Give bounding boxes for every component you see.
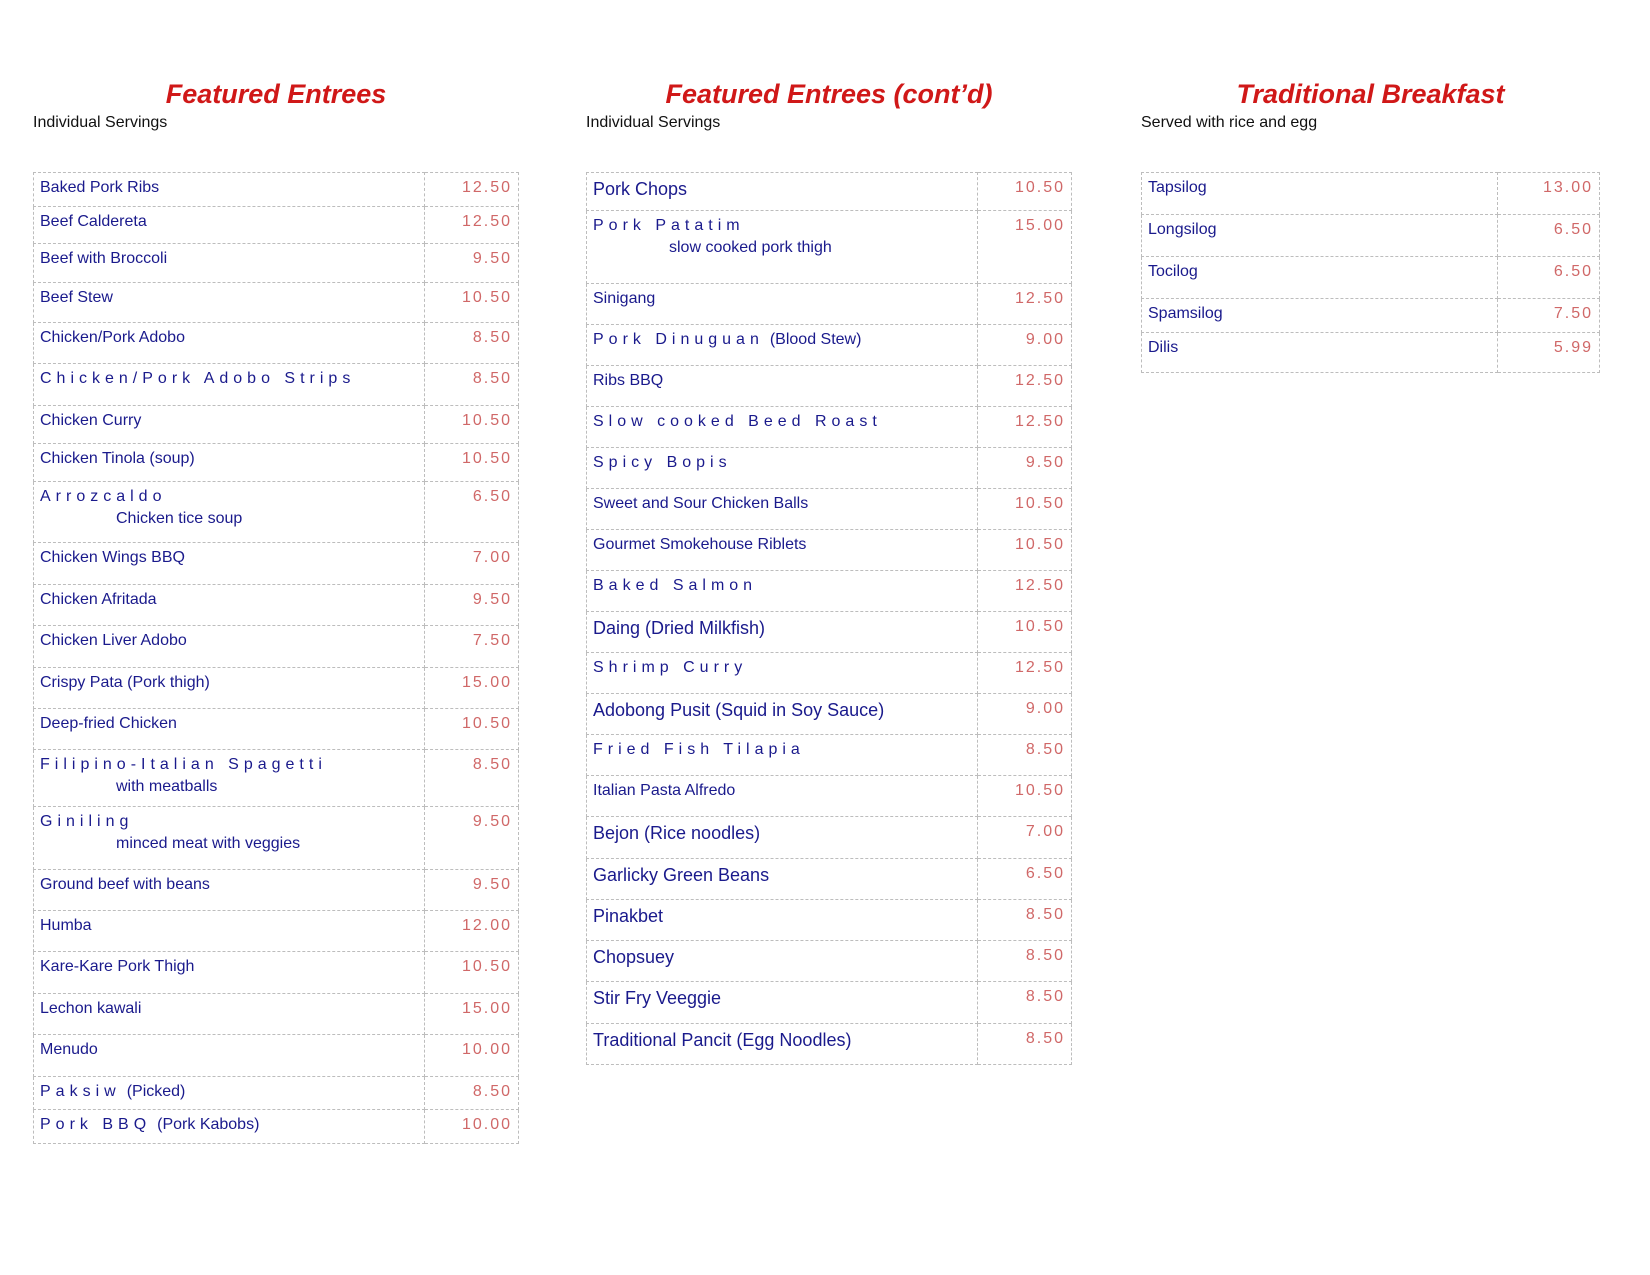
menu-item-price: 7.00 bbox=[425, 543, 519, 585]
menu-item-name: Crispy Pata (Pork thigh) bbox=[40, 674, 210, 691]
menu-item-name-cell bbox=[587, 941, 978, 982]
menu-item-price: 10.00 bbox=[425, 1035, 519, 1077]
menu-item-note: (Pork Kabobs) bbox=[157, 1116, 260, 1133]
menu-item-note: with meatballs bbox=[116, 778, 218, 795]
menu-item-name-cell bbox=[1142, 173, 1498, 215]
menu-item-row bbox=[34, 750, 519, 807]
menu-item-note: minced meat with veggies bbox=[116, 835, 301, 852]
menu-item-name: Daing (Dried Milkfish) bbox=[593, 618, 766, 638]
menu-item-price: 8.50 bbox=[978, 941, 1072, 982]
menu-item-price: 15.00 bbox=[425, 668, 519, 709]
menu-item-price: 6.50 bbox=[978, 859, 1072, 900]
menu-item-row bbox=[587, 571, 1072, 612]
menu-item-row bbox=[34, 626, 519, 668]
menu-item-name: Dilis bbox=[1148, 339, 1179, 356]
menu-item-row bbox=[1142, 333, 1600, 373]
menu-item-price: 7.00 bbox=[978, 817, 1072, 859]
menu-item-name: Spamsilog bbox=[1148, 305, 1223, 322]
menu-item-name: Deep-fried Chicken bbox=[40, 715, 177, 732]
menu-item-name: Menudo bbox=[40, 1041, 98, 1058]
menu-item-price: 9.00 bbox=[978, 325, 1072, 366]
menu-item-name: Filipino-Italian Spagetti bbox=[40, 756, 327, 773]
menu-item-name-cell bbox=[587, 982, 978, 1024]
menu-item-row bbox=[34, 668, 519, 709]
menu-item-price: 5.99 bbox=[1498, 333, 1600, 373]
menu-item-row bbox=[1142, 257, 1600, 299]
menu-item-name-cell bbox=[34, 750, 425, 807]
menu-item-row bbox=[587, 407, 1072, 448]
menu-item-name: Pork BBQ bbox=[40, 1116, 152, 1133]
menu-item-row bbox=[34, 283, 519, 323]
menu-item-row bbox=[1142, 215, 1600, 257]
menu-item-row bbox=[34, 1110, 519, 1144]
menu-table bbox=[586, 172, 1072, 1065]
menu-item-row bbox=[587, 817, 1072, 859]
menu-item-name-cell bbox=[587, 448, 978, 489]
menu-item-name-cell bbox=[34, 406, 425, 444]
column-title: Traditional Breakfast bbox=[1236, 79, 1505, 109]
menu-item-price: 9.50 bbox=[425, 585, 519, 626]
menu-item-name: Adobong Pusit (Squid in Soy Sauce) bbox=[593, 700, 885, 720]
menu-item-name: Baked Salmon bbox=[593, 577, 758, 594]
menu-item-name: Baked Pork Ribs bbox=[40, 179, 160, 196]
menu-item-row bbox=[34, 709, 519, 750]
menu-item-name-cell bbox=[587, 173, 978, 211]
menu-item-price: 8.50 bbox=[978, 900, 1072, 941]
menu-item-name-cell bbox=[587, 612, 978, 653]
menu-item-name-cell bbox=[587, 859, 978, 900]
menu-item-name: Shrimp Curry bbox=[593, 659, 748, 676]
menu-item-name: Stir Fry Veeggie bbox=[593, 988, 722, 1008]
menu-item-name: Kare-Kare Pork Thigh bbox=[40, 958, 195, 975]
menu-item-row bbox=[34, 1035, 519, 1077]
menu-item-row bbox=[1142, 299, 1600, 333]
menu-item-name-cell bbox=[34, 807, 425, 870]
menu-item-name-cell bbox=[34, 207, 425, 244]
menu-item-name-cell bbox=[34, 283, 425, 323]
menu-item-name-cell bbox=[587, 694, 978, 735]
menu-item-row bbox=[34, 323, 519, 364]
menu-item-price: 12.00 bbox=[425, 911, 519, 952]
menu-item-note: slow cooked pork thigh bbox=[669, 239, 832, 256]
menu-item-name: Chicken/Pork Adobo bbox=[40, 329, 185, 346]
menu-item-name: Pork Patatim bbox=[593, 217, 745, 234]
menu-item-name-cell bbox=[34, 364, 425, 406]
menu-item-name: Sinigang bbox=[593, 290, 656, 307]
menu-item-row bbox=[34, 173, 519, 207]
menu-item-name-cell bbox=[587, 211, 978, 284]
menu-item-row bbox=[34, 406, 519, 444]
menu-item-name-cell bbox=[1142, 299, 1498, 333]
menu-table bbox=[33, 172, 519, 1144]
menu-item-price: 10.50 bbox=[978, 489, 1072, 530]
menu-item-row bbox=[587, 1024, 1072, 1065]
menu-item-row bbox=[587, 735, 1072, 776]
menu-item-name-cell bbox=[34, 585, 425, 626]
menu-item-name-cell bbox=[34, 870, 425, 911]
menu-item-name: Chicken/Pork Adobo Strips bbox=[40, 370, 356, 387]
menu-item-name: Pinakbet bbox=[593, 906, 664, 926]
menu-item-price: 13.00 bbox=[1498, 173, 1600, 215]
menu-item-name: Spicy Bopis bbox=[593, 454, 732, 471]
menu-item-name-cell bbox=[587, 284, 978, 325]
menu-item-name: Chicken Wings BBQ bbox=[40, 549, 185, 566]
menu-item-price: 8.50 bbox=[978, 982, 1072, 1024]
menu-item-row bbox=[34, 994, 519, 1035]
menu-item-row bbox=[587, 489, 1072, 530]
menu-item-price: 15.00 bbox=[425, 994, 519, 1035]
menu-item-row bbox=[587, 653, 1072, 694]
menu-item-price: 9.50 bbox=[978, 448, 1072, 489]
menu-item-name: Humba bbox=[40, 917, 92, 934]
menu-item-name-cell bbox=[587, 817, 978, 859]
menu-item-price: 10.50 bbox=[978, 612, 1072, 653]
menu-item-name-cell bbox=[587, 325, 978, 366]
menu-item-row bbox=[587, 982, 1072, 1024]
menu-item-price: 8.50 bbox=[425, 323, 519, 364]
menu-item-name-cell bbox=[587, 571, 978, 612]
menu-item-price: 12.50 bbox=[978, 366, 1072, 407]
menu-item-name: Pork Chops bbox=[593, 179, 688, 199]
menu-item-name: Ground beef with beans bbox=[40, 876, 210, 893]
menu-item-name: Beef with Broccoli bbox=[40, 250, 168, 267]
menu-item-row bbox=[587, 941, 1072, 982]
menu-item-name: Longsilog bbox=[1148, 221, 1217, 238]
menu-item-name: Lechon kawali bbox=[40, 1000, 142, 1017]
menu-item-name-cell bbox=[34, 709, 425, 750]
menu-item-name-cell bbox=[34, 244, 425, 283]
menu-item-price: 12.50 bbox=[425, 207, 519, 244]
menu-item-name: Paksiw bbox=[40, 1083, 121, 1100]
menu-item-name: Tapsilog bbox=[1148, 179, 1207, 196]
menu-item-name-cell bbox=[587, 489, 978, 530]
menu-item-name: Arrozcaldo bbox=[40, 488, 167, 505]
menu-item-price: 12.50 bbox=[978, 571, 1072, 612]
menu-item-name: Beef Stew bbox=[40, 289, 113, 306]
menu-item-name-cell bbox=[34, 911, 425, 952]
menu-item-price: 9.50 bbox=[425, 807, 519, 870]
menu-item-name: Sweet and Sour Chicken Balls bbox=[593, 495, 809, 512]
menu-item-name: Garlicky Green Beans bbox=[593, 865, 770, 885]
menu-item-name: Chopsuey bbox=[593, 947, 675, 967]
menu-item-name: Bejon (Rice noodles) bbox=[593, 823, 761, 843]
menu-item-name: Chicken Liver Adobo bbox=[40, 632, 187, 649]
menu-item-name-cell bbox=[34, 626, 425, 668]
menu-item-row bbox=[587, 284, 1072, 325]
menu-item-name-cell bbox=[587, 653, 978, 694]
menu-item-row bbox=[34, 207, 519, 244]
menu-item-name-cell bbox=[34, 444, 425, 482]
menu-item-price: 6.50 bbox=[1498, 215, 1600, 257]
menu-item-row bbox=[587, 366, 1072, 407]
menu-item-price: 8.50 bbox=[978, 735, 1072, 776]
menu-item-name-cell bbox=[34, 1035, 425, 1077]
menu-item-row bbox=[34, 807, 519, 870]
menu-item-row bbox=[34, 952, 519, 994]
menu-item-row bbox=[34, 585, 519, 626]
menu-item-name-cell bbox=[34, 1110, 425, 1144]
menu-item-row bbox=[34, 482, 519, 543]
menu-item-price: 10.50 bbox=[425, 444, 519, 482]
menu-item-row bbox=[34, 364, 519, 406]
menu-item-price: 10.50 bbox=[978, 530, 1072, 571]
menu-item-name-cell bbox=[34, 323, 425, 364]
column-subtitle: Individual Servings bbox=[586, 114, 721, 131]
menu-item-price: 10.50 bbox=[425, 283, 519, 323]
menu-item-price: 15.00 bbox=[978, 211, 1072, 284]
menu-item-name-cell bbox=[587, 735, 978, 776]
menu-item-row bbox=[587, 859, 1072, 900]
menu-item-price: 8.50 bbox=[978, 1024, 1072, 1065]
menu-item-name-cell bbox=[34, 1077, 425, 1110]
menu-item-name-cell bbox=[34, 543, 425, 585]
menu-item-name-cell bbox=[587, 366, 978, 407]
menu-item-row bbox=[587, 211, 1072, 284]
menu-item-price: 8.50 bbox=[425, 364, 519, 406]
menu-item-row bbox=[587, 612, 1072, 653]
menu-item-price: 8.50 bbox=[425, 750, 519, 807]
menu-item-price: 12.50 bbox=[425, 173, 519, 207]
menu-item-name-cell bbox=[587, 1024, 978, 1065]
menu-item-price: 10.50 bbox=[425, 709, 519, 750]
menu-item-name: Giniling bbox=[40, 813, 134, 830]
menu-item-name: Pork Dinuguan bbox=[593, 331, 764, 348]
column-title: Featured Entrees bbox=[165, 79, 387, 109]
menu-item-note: Chicken tice soup bbox=[116, 510, 243, 527]
menu-item-name-cell bbox=[34, 994, 425, 1035]
menu-item-name-cell bbox=[34, 482, 425, 543]
menu-item-price: 10.50 bbox=[425, 952, 519, 994]
menu-item-name: Tocilog bbox=[1148, 263, 1198, 280]
menu-item-row bbox=[34, 1077, 519, 1110]
menu-item-name: Fried Fish Tilapia bbox=[593, 741, 805, 758]
menu-item-name: Chicken Tinola (soup) bbox=[40, 450, 195, 467]
menu-column-featured-entrees bbox=[33, 76, 519, 1144]
menu-item-name: Italian Pasta Alfredo bbox=[593, 782, 736, 799]
menu-item-row bbox=[587, 776, 1072, 817]
menu-item-note: (Picked) bbox=[126, 1083, 186, 1100]
menu-item-price: 10.50 bbox=[978, 776, 1072, 817]
menu-item-price: 10.50 bbox=[978, 173, 1072, 211]
menu-item-row bbox=[1142, 173, 1600, 215]
menu-item-name-cell bbox=[34, 173, 425, 207]
column-title: Featured Entrees (cont’d) bbox=[665, 79, 993, 109]
menu-column-traditional-breakfast bbox=[1141, 76, 1600, 373]
menu-item-name: Ribs BBQ bbox=[593, 372, 664, 389]
menu-item-row bbox=[587, 325, 1072, 366]
menu-item-row bbox=[587, 448, 1072, 489]
menu-item-row bbox=[34, 543, 519, 585]
menu-item-name: Chicken Curry bbox=[40, 412, 142, 429]
menu-item-name-cell bbox=[587, 900, 978, 941]
menu-item-price: 7.50 bbox=[1498, 299, 1600, 333]
menu-item-name-cell bbox=[34, 668, 425, 709]
menu-item-name: Slow cooked Beed Roast bbox=[593, 413, 882, 430]
menu-item-note: (Blood Stew) bbox=[769, 331, 862, 348]
menu-item-name: Gourmet Smokehouse Riblets bbox=[593, 536, 807, 553]
menu-item-name: Chicken Afritada bbox=[40, 591, 157, 608]
menu-item-price: 9.00 bbox=[978, 694, 1072, 735]
menu-item-price: 9.50 bbox=[425, 870, 519, 911]
column-subtitle: Served with rice and egg bbox=[1141, 114, 1318, 131]
menu-column-featured-entrees-contd bbox=[586, 76, 1072, 1065]
menu-item-row bbox=[34, 444, 519, 482]
menu-item-name-cell bbox=[587, 407, 978, 448]
menu-item-row bbox=[587, 900, 1072, 941]
menu-item-name-cell bbox=[34, 952, 425, 994]
menu-item-name: Beef Caldereta bbox=[40, 213, 147, 230]
menu-item-price: 12.50 bbox=[978, 653, 1072, 694]
menu-item-price: 9.50 bbox=[425, 244, 519, 283]
menu-item-name-cell bbox=[587, 530, 978, 571]
menu-item-row bbox=[587, 694, 1072, 735]
menu-item-name-cell bbox=[587, 776, 978, 817]
menu-item-price: 6.50 bbox=[1498, 257, 1600, 299]
menu-item-name-cell bbox=[1142, 257, 1498, 299]
menu-table bbox=[1141, 172, 1600, 373]
menu-item-row bbox=[34, 911, 519, 952]
menu-item-row bbox=[34, 870, 519, 911]
menu-item-row bbox=[34, 244, 519, 283]
menu-item-price: 8.50 bbox=[425, 1077, 519, 1110]
menu-item-name-cell bbox=[1142, 215, 1498, 257]
menu-item-name: Traditional Pancit (Egg Noodles) bbox=[593, 1030, 852, 1050]
menu-item-price: 12.50 bbox=[978, 407, 1072, 448]
menu-item-price: 10.00 bbox=[425, 1110, 519, 1144]
menu-item-price: 6.50 bbox=[425, 482, 519, 543]
menu-item-name-cell bbox=[1142, 333, 1498, 373]
menu-item-price: 12.50 bbox=[978, 284, 1072, 325]
menu-item-price: 7.50 bbox=[425, 626, 519, 668]
column-subtitle: Individual Servings bbox=[33, 114, 168, 131]
menu-item-price: 10.50 bbox=[425, 406, 519, 444]
menu-item-row bbox=[587, 173, 1072, 211]
menu-item-row bbox=[587, 530, 1072, 571]
